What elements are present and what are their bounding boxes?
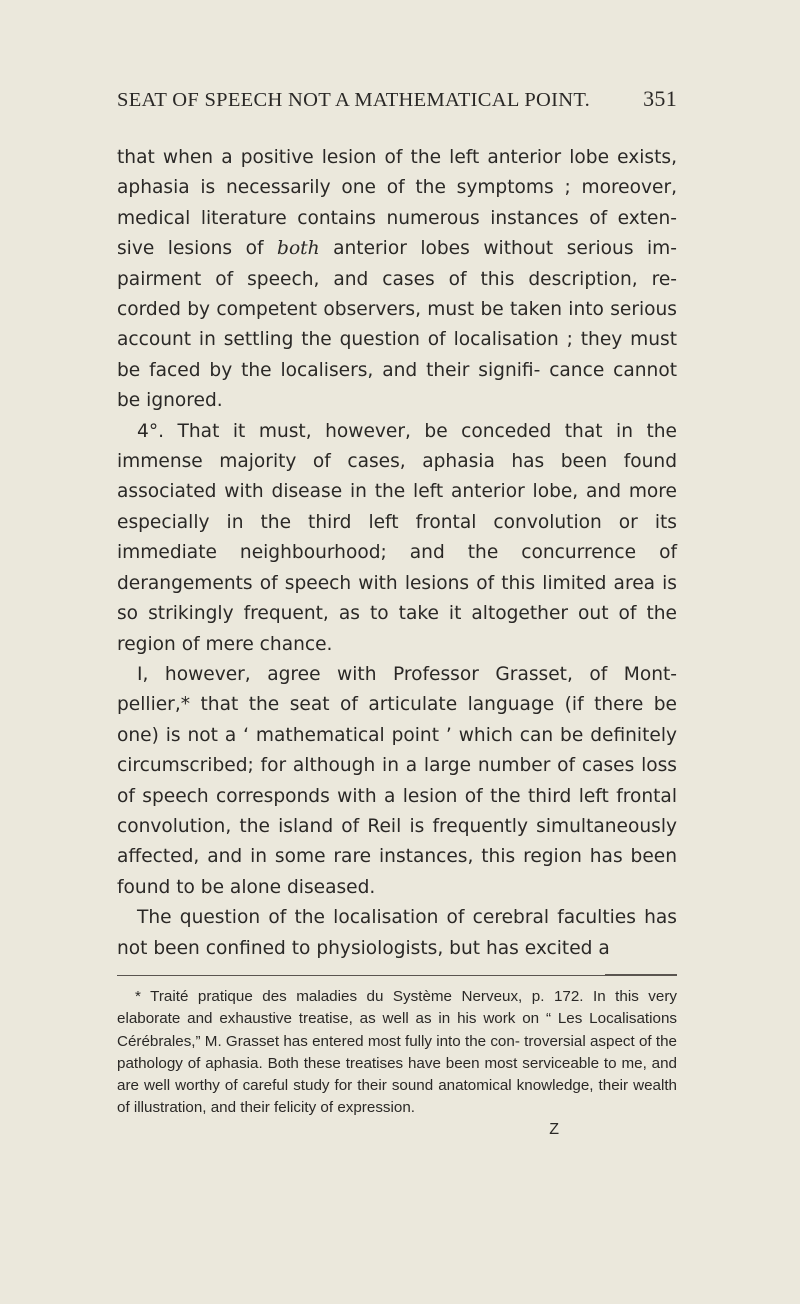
paragraph-1 — [117, 143, 677, 417]
paragraph-3: I, however, agree with Professor Grasset, of Mont- pellier,* that the seat of articulate language (if there be one) is not a ‘ mathematical point ’ which can be definitely circumscribed; for although in a large number of cases loss of speech corresponds with a lesion of the third left frontal convolution, the island of Reil is frequently simultaneously affected, and in some rare instances, this region has been found to be alone diseased. — [117, 663, 677, 898]
paragraph-1-part-b: anterior lobes without serious im- pairment of speech, and cases of this description, re- corded by competent observers, must be taken into serious account in settling the question of localisation ; they must be faced by the localisers, and their signifi- cance cannot be ignored. — [117, 238, 677, 412]
paragraph-1-part-a: that when a positive lesion of the left anterior lobe exists, aphasia is necessarily one of the symptoms ; moreover, medical literature contains numerous instances of exten- sive lesions of — [117, 147, 677, 260]
signature-mark: Z — [549, 1120, 559, 1138]
paragraph-1-emphasis: both — [277, 238, 320, 260]
running-title: SEAT OF SPEECH NOT A MATHEMATICAL POINT. — [117, 89, 591, 111]
footnote-rule — [117, 975, 677, 976]
footnote-rule-accent — [605, 974, 677, 975]
footnote — [117, 986, 677, 1120]
running-header — [117, 86, 677, 120]
paragraph-2: 4°. That it must, however, be conceded that in the immense majority of cases, aphasia has been found associated with disease in the left anterior lobe, and more especially in the third left frontal convolution or its immediate neighbourhood; and the concurrence of derangements of speech with lesions of this limited area is so strikingly frequent, as to take it altogether out of the region of mere chance. — [117, 420, 677, 655]
book-page — [117, 86, 677, 1139]
page-number: 351 — [643, 86, 677, 111]
footnote-text: * Traité pratique des maladies du Système Nerveux, p. 172. In this very elaborate and exhaustive treatise, as well as in his work on “ Les Localisations Cérébrales,” M. Grasset has entered most fully into the con- troversial aspect of the pathology of aphasia. Both these treatises have been most serviceable to me, and are well worthy of careful study for their sound anatomical knowledge, their wealth of illustration, and their felicity of expression. — [117, 987, 677, 1117]
paragraph-4: The question of the localisation of cerebral faculties has not been confined to physiologists, but has excited a — [117, 907, 677, 959]
body-text — [117, 143, 677, 964]
